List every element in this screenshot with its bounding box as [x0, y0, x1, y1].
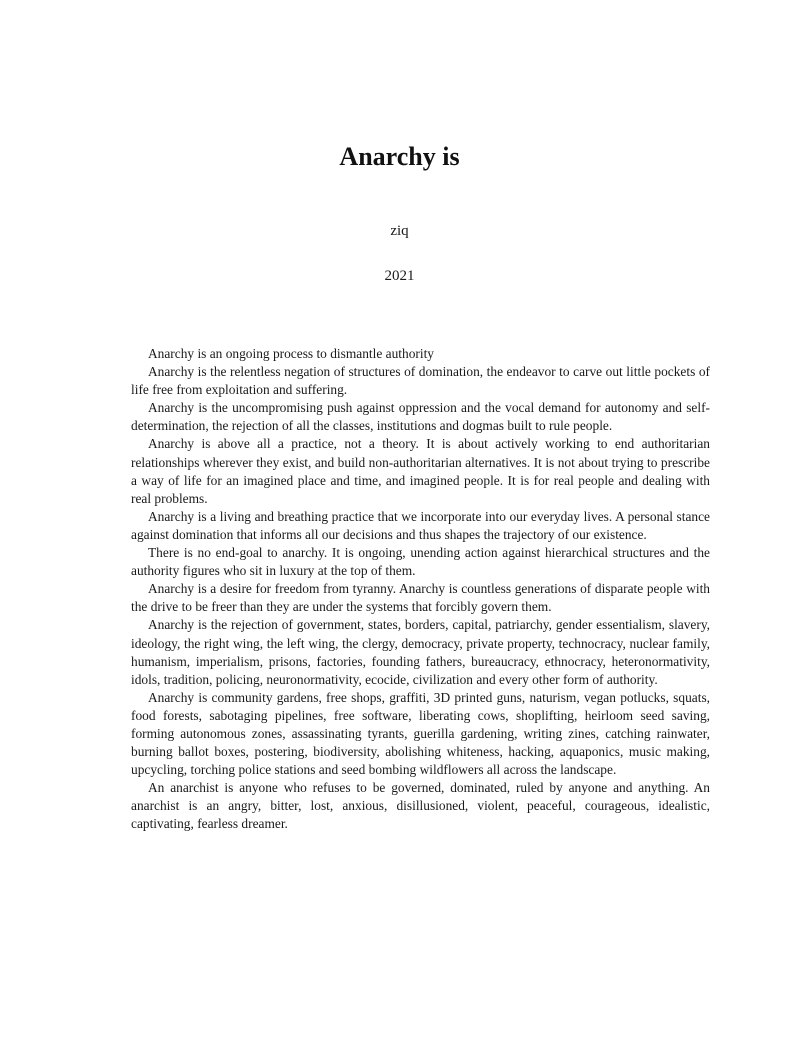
paragraph: Anarchy is above all a practice, not a theory. It is about actively working to end authoritarian relationships wherever they exist, and build non-authoritarian alternatives. It is not about trying to prescribe a way of life for an imagined place and time, and imagined people. It is for real people and dealing with real problems.: [131, 436, 710, 506]
document-body: [131, 345, 710, 834]
paragraph: Anarchy is the uncompromising push against oppression and the vocal demand for autonomy and self-determination, the rejection of all the classes, institutions and dogmas built to rule people.: [131, 400, 710, 434]
paragraph: Anarchy is the relentless negation of structures of domination, the endeavor to carve out little pockets of life free from exploitation and suffering.: [131, 364, 710, 398]
document-title: Anarchy is: [339, 142, 460, 171]
document-year: 2021: [384, 268, 415, 284]
paragraph: An anarchist is anyone who refuses to be governed, dominated, ruled by anyone and anything. An anarchist is an angry, bitter, lost, anxious, disillusioned, violent, peaceful, courageous, idealistic, captivating, fearless dreamer.: [131, 780, 710, 832]
document-author: ziq: [390, 223, 409, 239]
paragraph: Anarchy is the rejection of government, states, borders, capital, patriarchy, gender essentialism, slavery, ideology, the right wing, the left wing, the clergy, democracy, private property, technocracy, nuclear family, humanism, imperialism, prisons, factories, founding fathers, bureaucracy, ethnocracy, heteronormativity, idols, tradition, policing, neuronormativity, ecocide, civilization and every other form of authority.: [131, 617, 710, 687]
paragraph: Anarchy is a living and breathing practice that we incorporate into our everyday lives. A personal stance against domination that informs all our decisions and thus shapes the trajectory of our existence.: [131, 508, 710, 542]
paragraph: Anarchy is a desire for freedom from tyranny. Anarchy is countless generations of disparate people with the drive to be freer than they are under the systems that forcibly govern them.: [131, 581, 710, 615]
paragraph: There is no end-goal to anarchy. It is ongoing, unending action against hierarchical structures and the authority figures who sit in luxury at the top of them.: [131, 545, 710, 579]
paragraph: Anarchy is an ongoing process to dismantle authority: [148, 346, 434, 361]
paragraph: Anarchy is community gardens, free shops, graffiti, 3D printed guns, naturism, vegan potlucks, squats, food forests, sabotaging pipelines, free software, liberating cows, shoplifting, heirloom seed saving, forming autonomous zones, assassinating tyrants, guerilla gardening, writing zines, catching rainwater, burning ballot boxes, postering, biodiversity, abolishing whiteness, hacking, aquaponics, music making, upcycling, torching police stations and seed bombing wildflowers all across the landscape.: [131, 689, 710, 778]
